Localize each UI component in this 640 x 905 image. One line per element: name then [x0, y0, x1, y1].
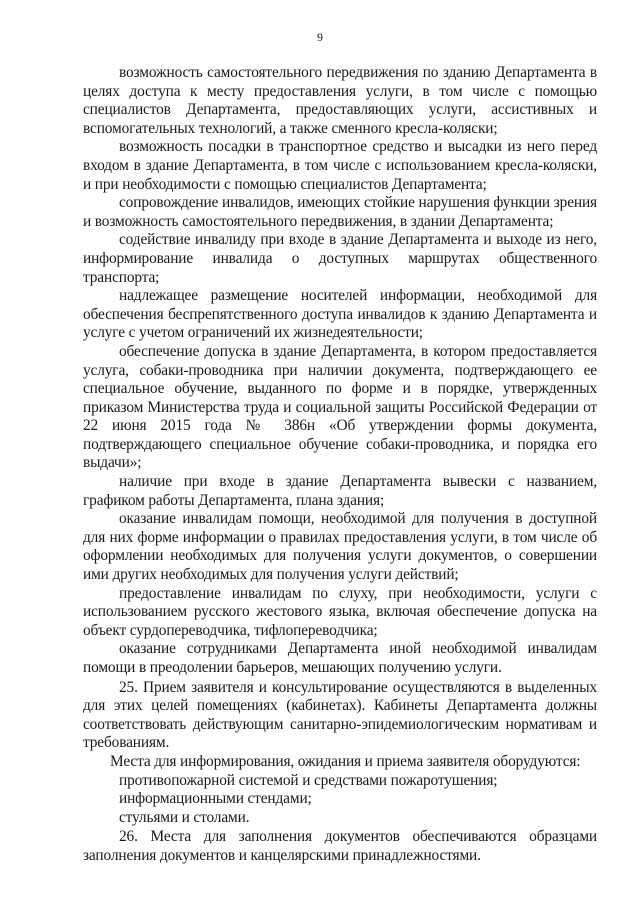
paragraph-vehicle-boarding: возможность посадки в транспортное средство и высадки из него перед входом в здание Департамента, в том числе с использованием кресла-коляски, и при необходимости с помощью специалистов Департамента;: [83, 138, 597, 193]
equipment-item-chairs-tables: стульями и столами.: [119, 808, 250, 826]
paragraph-information-assistance: оказание инвалидам помощи, необходимой для получения в доступной для них форме информации о правилах предоставления услуги, в том числе об оформлении необходимых для получения услуги документов, о совершении ими других необходимых для получения услуги действий;: [83, 510, 597, 584]
equipment-item-info-stands: информационными стендами;: [119, 790, 312, 808]
paragraph-entry-assistance: содействие инвалиду при входе в здание Департамента и выходе из него, информирование инвалида о доступных маршрутах общественного транспорта;: [83, 231, 597, 286]
paragraph-sign-language: предоставление инвалидам по слуху, при необходимости, услуги с использованием русского жестового языка, включая обеспечение допуска на объект сурдопереводчика, тифлопереводчика;: [83, 584, 597, 639]
equipment-item-fire-safety: противопожарной системой и средствами пожаротушения;: [119, 771, 498, 789]
paragraph-other-assistance: оказание сотрудниками Департамента иной необходимой инвалидам помощи в преодолении барьеров, мешающих получению услуги.: [83, 640, 597, 676]
document-body: [83, 64, 597, 866]
paragraph-guide-dog-access: обеспечение допуска в здание Департамента, в котором предоставляется услуга, собаки-проводника при наличии документа, подтверждающего ее специальное обучение, выданного по форме и в порядке, утвержденных приказом Министерства труда и социальной защиты Российской Федерации от 22 июня 2015 года № 386н «Об утверждении формы документа, подтверждающего специальное обучение собаки-проводника, и порядка его выдачи»;: [83, 342, 597, 472]
page-number: 9: [317, 30, 323, 44]
section-25-text: 25. Прием заявителя и консультирование осуществляются в выделенных для этих целей помещениях (кабинетах). Кабинеты Департамента должны соответствовать действующим санитарно-эпидемиологическим нормативам и требованиям.: [83, 678, 597, 752]
section-25-equipment-intro: Места для информирования, ожидания и приема заявителя оборудуются:: [110, 752, 581, 770]
paragraph-entrance-sign: наличие при входе в здание Департамента вывески с названием, графиком работы Департамента, плана здания;: [83, 473, 597, 509]
section-26-text: 26. Места для заполнения документов обеспечиваются образцами заполнения документов и канцелярскими принадлежностями.: [83, 828, 597, 864]
paragraph-information-placement: надлежащее размещение носителей информации, необходимой для обеспечения беспрепятственного доступа инвалидов к зданию Департамента и услуге с учетом ограничений их жизнедеятельности;: [83, 287, 597, 342]
paragraph-escort-visually-impaired: сопровождение инвалидов, имеющих стойкие нарушения функции зрения и возможность самостоятельного передвижения, в здании Департамента;: [83, 194, 597, 230]
paragraph-independent-movement: возможность самостоятельного передвижения по зданию Департамента в целях доступа к месту предоставления услуги, в том числе с помощью специалистов Департамента, предоставляющих услуги, ассистивных и вспомогательных технологий, а также сменного кресла-коляски;: [83, 64, 597, 137]
